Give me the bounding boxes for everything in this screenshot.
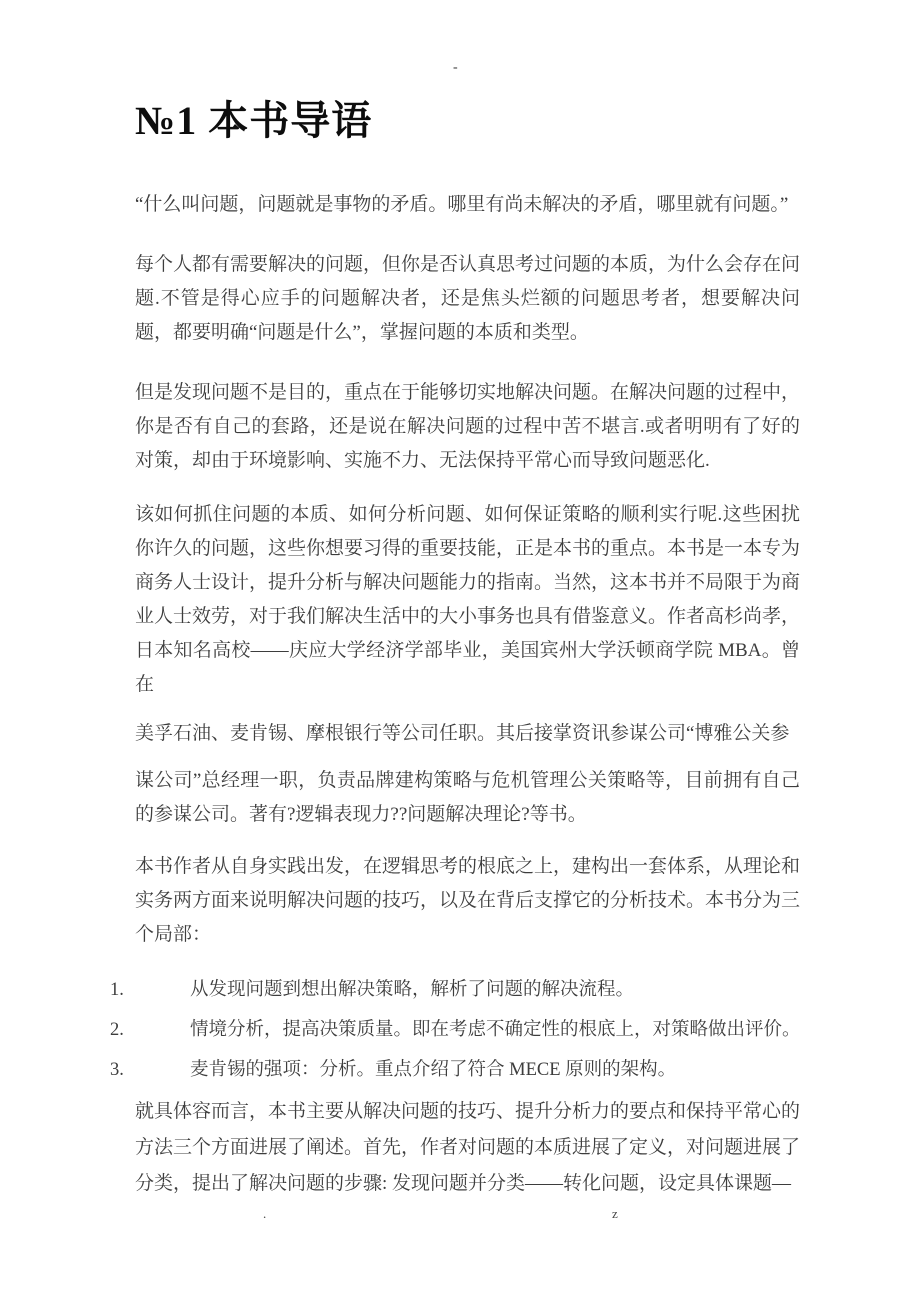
paragraph: 美孚石油、麦肯锡、摩根银行等公司任职。其后接掌资讯参谋公司“博雅公关参 bbox=[135, 723, 790, 744]
paragraph: 每个人都有需要解决的问题，但你是否认真思考过问题的本质，为什么会存在问题.不管是得心应手的问题解决者，还是焦头烂额的问题思考者，想要解决问题，都要明确“问题是什么”，掌握问题的本质和类型。 bbox=[135, 254, 801, 343]
list-item-text: 情境分析，提高决策质量。即在考虑不确定性的根底上，对策略做出评价。 bbox=[190, 1020, 801, 1040]
list-item-number: 3. bbox=[110, 1060, 124, 1080]
paragraph: 但是发现问题不是目的，重点在于能够切实地解决问题。在解决问题的过程中，你是否有自己的套路，还是说在解决问题的过程中苦不堪言.或者明明有了好的对策，却由于环境影响、实施不力、无法保持平常心而导致问题恶化. bbox=[135, 382, 801, 471]
list-item-text: 从发现问题到想出解决策略，解析了问题的解决流程。 bbox=[190, 980, 635, 1000]
paragraph: 就具体容而言，本书主要从解决问题的技巧、提升分析力的要点和保持平常心的方法三个方面进展了阐述。首先，作者对问题的本质进展了定义，对问题进展了分类，提出了解决问题的步骤: 发现问题并分类——转化问题，设定具体课题— bbox=[135, 1101, 801, 1194]
page-top-mark: - bbox=[453, 60, 458, 75]
page-footer-mark-right: z bbox=[612, 1206, 618, 1221]
list-item-text: 麦肯锡的强项：分析。重点介绍了符合 MECE 原则的架构。 bbox=[190, 1060, 677, 1080]
list-item bbox=[110, 1053, 830, 1087]
paragraph: 该如何抓住问题的本质、如何分析问题、如何保证策略的顺利实行呢.这些困扰你许久的问题，这些你想要习得的重要技能，正是本书的重点。本书是一本专为商务人士设计，提升分析与解决问题能力的指南。当然，这本书并不局限于为商业人士效劳，对于我们解决生活中的大小事务也具有借鉴意义。作者高杉尚孝，日本知名高校——庆应大学经济学部毕业，美国宾州大学沃顿商学院 MBA。曾在 bbox=[135, 504, 801, 695]
list-item bbox=[110, 1013, 830, 1047]
list-item-number: 1. bbox=[110, 980, 124, 1000]
list-item-number: 2. bbox=[110, 1020, 124, 1040]
page-footer-mark-left: . bbox=[263, 1206, 267, 1221]
document-title: №1 本书导语 bbox=[135, 98, 373, 143]
ordered-list bbox=[110, 973, 830, 1087]
paragraph: 谋公司”总经理一职，负责品牌建构策略与危机管理公关策略等，目前拥有自己的参谋公司。著有?逻辑表现力??问题解决理论?等书。 bbox=[135, 770, 800, 825]
list-item bbox=[110, 973, 830, 1007]
document-content bbox=[110, 0, 801, 1202]
paragraph-quote: “什么叫问题，问题就是事物的矛盾。哪里有尚未解决的矛盾，哪里就有问题。” bbox=[135, 194, 789, 215]
paragraph: 本书作者从自身实践出发，在逻辑思考的根底之上，建构出一套体系，从理论和实务两方面来说明解决问题的技巧，以及在背后支撑它的分析技术。本书分为三个局部： bbox=[135, 856, 801, 945]
